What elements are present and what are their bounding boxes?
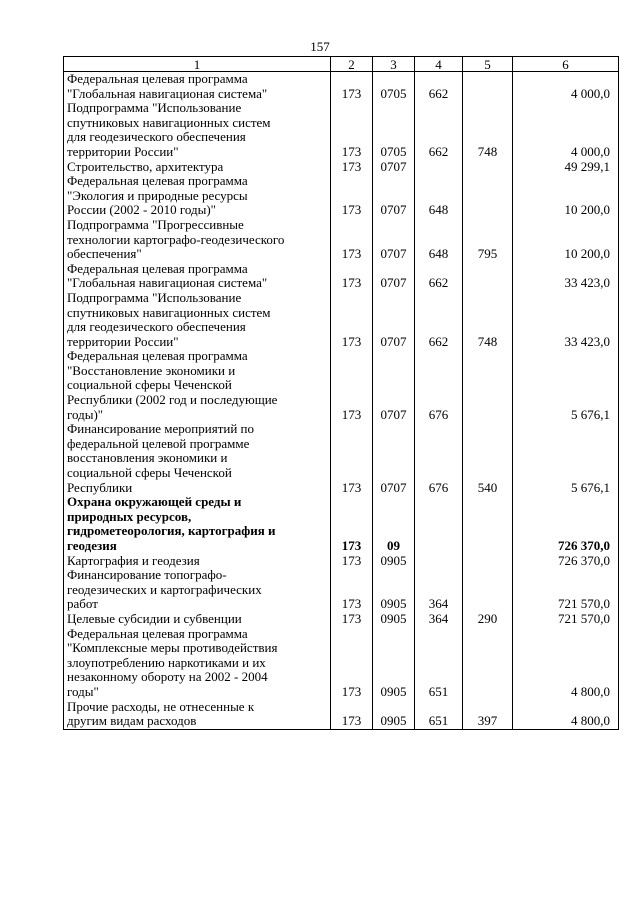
section-code-cell: 09	[373, 495, 415, 553]
ministry-code-cell: 173	[331, 262, 373, 291]
section-code-cell: 0905	[373, 627, 415, 700]
section-code-cell: 0705	[373, 72, 415, 102]
section-code-cell: 0707	[373, 262, 415, 291]
item-name-cell: Прочие расходы, не отнесенные к другим видам расходов	[64, 700, 331, 730]
section-code-cell: 0707	[373, 218, 415, 262]
item-name-cell: Финансирование топографо- геодезических и картографических работ	[64, 568, 331, 612]
target-item-cell: 648	[415, 218, 463, 262]
amount-cell: 5 676,1	[513, 422, 619, 495]
column-header-2: 2	[331, 57, 373, 72]
target-item-cell: 662	[415, 262, 463, 291]
item-name-cell: Строительство, архитектура	[64, 160, 331, 175]
table-row	[64, 160, 619, 175]
table-row	[64, 262, 619, 291]
ministry-code-cell: 173	[331, 627, 373, 700]
table-row	[64, 174, 619, 218]
target-item-cell: 364	[415, 568, 463, 612]
table-row	[64, 422, 619, 495]
item-name-cell: Федеральная целевая программа "Экология и природные ресурсы России (2002 - 2010 годы)"	[64, 174, 331, 218]
ministry-code-cell: 173	[331, 72, 373, 102]
ministry-code-cell: 173	[331, 700, 373, 730]
amount-cell: 726 370,0	[513, 554, 619, 569]
table-row	[64, 554, 619, 569]
ministry-code-cell: 173	[331, 101, 373, 159]
section-code-cell: 0707	[373, 160, 415, 175]
target-item-cell: 662	[415, 101, 463, 159]
expense-type-cell: 397	[463, 700, 513, 730]
amount-cell: 4 000,0	[513, 72, 619, 102]
table-row	[64, 291, 619, 349]
table-row	[64, 612, 619, 627]
ministry-code-cell: 173	[331, 174, 373, 218]
target-item-cell: 651	[415, 627, 463, 700]
table-row	[64, 627, 619, 700]
target-item-cell: 676	[415, 422, 463, 495]
expense-type-cell	[463, 160, 513, 175]
target-item-cell: 648	[415, 174, 463, 218]
target-item-cell: 662	[415, 72, 463, 102]
table-row	[64, 101, 619, 159]
ministry-code-cell: 173	[331, 422, 373, 495]
table-header-row	[64, 57, 619, 72]
table-row	[64, 568, 619, 612]
section-code-cell: 0905	[373, 568, 415, 612]
expense-type-cell	[463, 262, 513, 291]
table-row	[64, 218, 619, 262]
ministry-code-cell: 173	[331, 160, 373, 175]
expense-type-cell	[463, 568, 513, 612]
target-item-cell: 662	[415, 291, 463, 349]
item-name-cell: Федеральная целевая программа "Глобальная навигационая система"	[64, 262, 331, 291]
expense-type-cell	[463, 495, 513, 553]
ministry-code-cell: 173	[331, 218, 373, 262]
expense-type-cell	[463, 72, 513, 102]
section-code-cell: 0707	[373, 422, 415, 495]
section-code-cell: 0705	[373, 101, 415, 159]
item-name-cell: Подпрограмма "Прогрессивные технологии картографо-геодезического обеспечения"	[64, 218, 331, 262]
column-header-3: 3	[373, 57, 415, 72]
target-item-cell	[415, 554, 463, 569]
item-name-cell: Финансирование мероприятий по федеральной целевой программе восстановления экономики и социальной сферы Чеченской Республики	[64, 422, 331, 495]
section-code-cell: 0905	[373, 554, 415, 569]
section-code-cell: 0905	[373, 700, 415, 730]
expense-type-cell	[463, 627, 513, 700]
amount-cell: 49 299,1	[513, 160, 619, 175]
table-body	[64, 72, 619, 730]
table-row	[64, 349, 619, 422]
table-row	[64, 700, 619, 730]
expense-type-cell: 795	[463, 218, 513, 262]
section-code-cell: 0905	[373, 612, 415, 627]
table-row	[64, 495, 619, 553]
target-item-cell: 364	[415, 612, 463, 627]
amount-cell: 33 423,0	[513, 262, 619, 291]
amount-cell: 4 800,0	[513, 627, 619, 700]
expense-type-cell: 748	[463, 291, 513, 349]
section-code-cell: 0707	[373, 174, 415, 218]
section-code-cell: 0707	[373, 291, 415, 349]
amount-cell: 4 800,0	[513, 700, 619, 730]
budget-table	[63, 56, 619, 730]
item-name-cell: Подпрограмма "Использование спутниковых навигационных систем для геодезического обеспечения территории России"	[64, 291, 331, 349]
ministry-code-cell: 173	[331, 495, 373, 553]
item-name-cell: Федеральная целевая программа "Восстановление экономики и социальной сферы Чеченской Республики (2002 год и последующие годы)"	[64, 349, 331, 422]
amount-cell: 5 676,1	[513, 349, 619, 422]
ministry-code-cell: 173	[331, 612, 373, 627]
amount-cell: 721 570,0	[513, 568, 619, 612]
ministry-code-cell: 173	[331, 568, 373, 612]
expense-type-cell	[463, 349, 513, 422]
expense-type-cell	[463, 554, 513, 569]
table-row	[64, 72, 619, 102]
amount-cell: 721 570,0	[513, 612, 619, 627]
item-name-cell: Целевые субсидии и субвенции	[64, 612, 331, 627]
ministry-code-cell: 173	[331, 554, 373, 569]
amount-cell: 4 000,0	[513, 101, 619, 159]
target-item-cell: 651	[415, 700, 463, 730]
page-number: 157	[310, 39, 330, 54]
item-name-cell: Подпрограмма "Использование спутниковых навигационных систем для геодезического обеспечения территории России"	[64, 101, 331, 159]
amount-cell: 10 200,0	[513, 218, 619, 262]
section-code-cell: 0707	[373, 349, 415, 422]
ministry-code-cell: 173	[331, 349, 373, 422]
column-header-6: 6	[513, 57, 619, 72]
target-item-cell: 676	[415, 349, 463, 422]
item-name-cell: Федеральная целевая программа "Глобальная навигационая система"	[64, 72, 331, 102]
expense-type-cell: 290	[463, 612, 513, 627]
column-header-1: 1	[64, 57, 331, 72]
item-name-cell: Федеральная целевая программа "Комплексные меры противодействия злоупотреблению наркотиками и их незаконному обороту на 2002 - 2004 годы"	[64, 627, 331, 700]
expense-type-cell: 540	[463, 422, 513, 495]
column-header-5: 5	[463, 57, 513, 72]
ministry-code-cell: 173	[331, 291, 373, 349]
item-name-cell: Охрана окружающей среды и природных ресурсов, гидрометеорология, картография и геодезия	[64, 495, 331, 553]
expense-type-cell	[463, 174, 513, 218]
amount-cell: 33 423,0	[513, 291, 619, 349]
column-header-4: 4	[415, 57, 463, 72]
item-name-cell: Картография и геодезия	[64, 554, 331, 569]
target-item-cell	[415, 160, 463, 175]
expense-type-cell: 748	[463, 101, 513, 159]
target-item-cell	[415, 495, 463, 553]
amount-cell: 10 200,0	[513, 174, 619, 218]
amount-cell: 726 370,0	[513, 495, 619, 553]
